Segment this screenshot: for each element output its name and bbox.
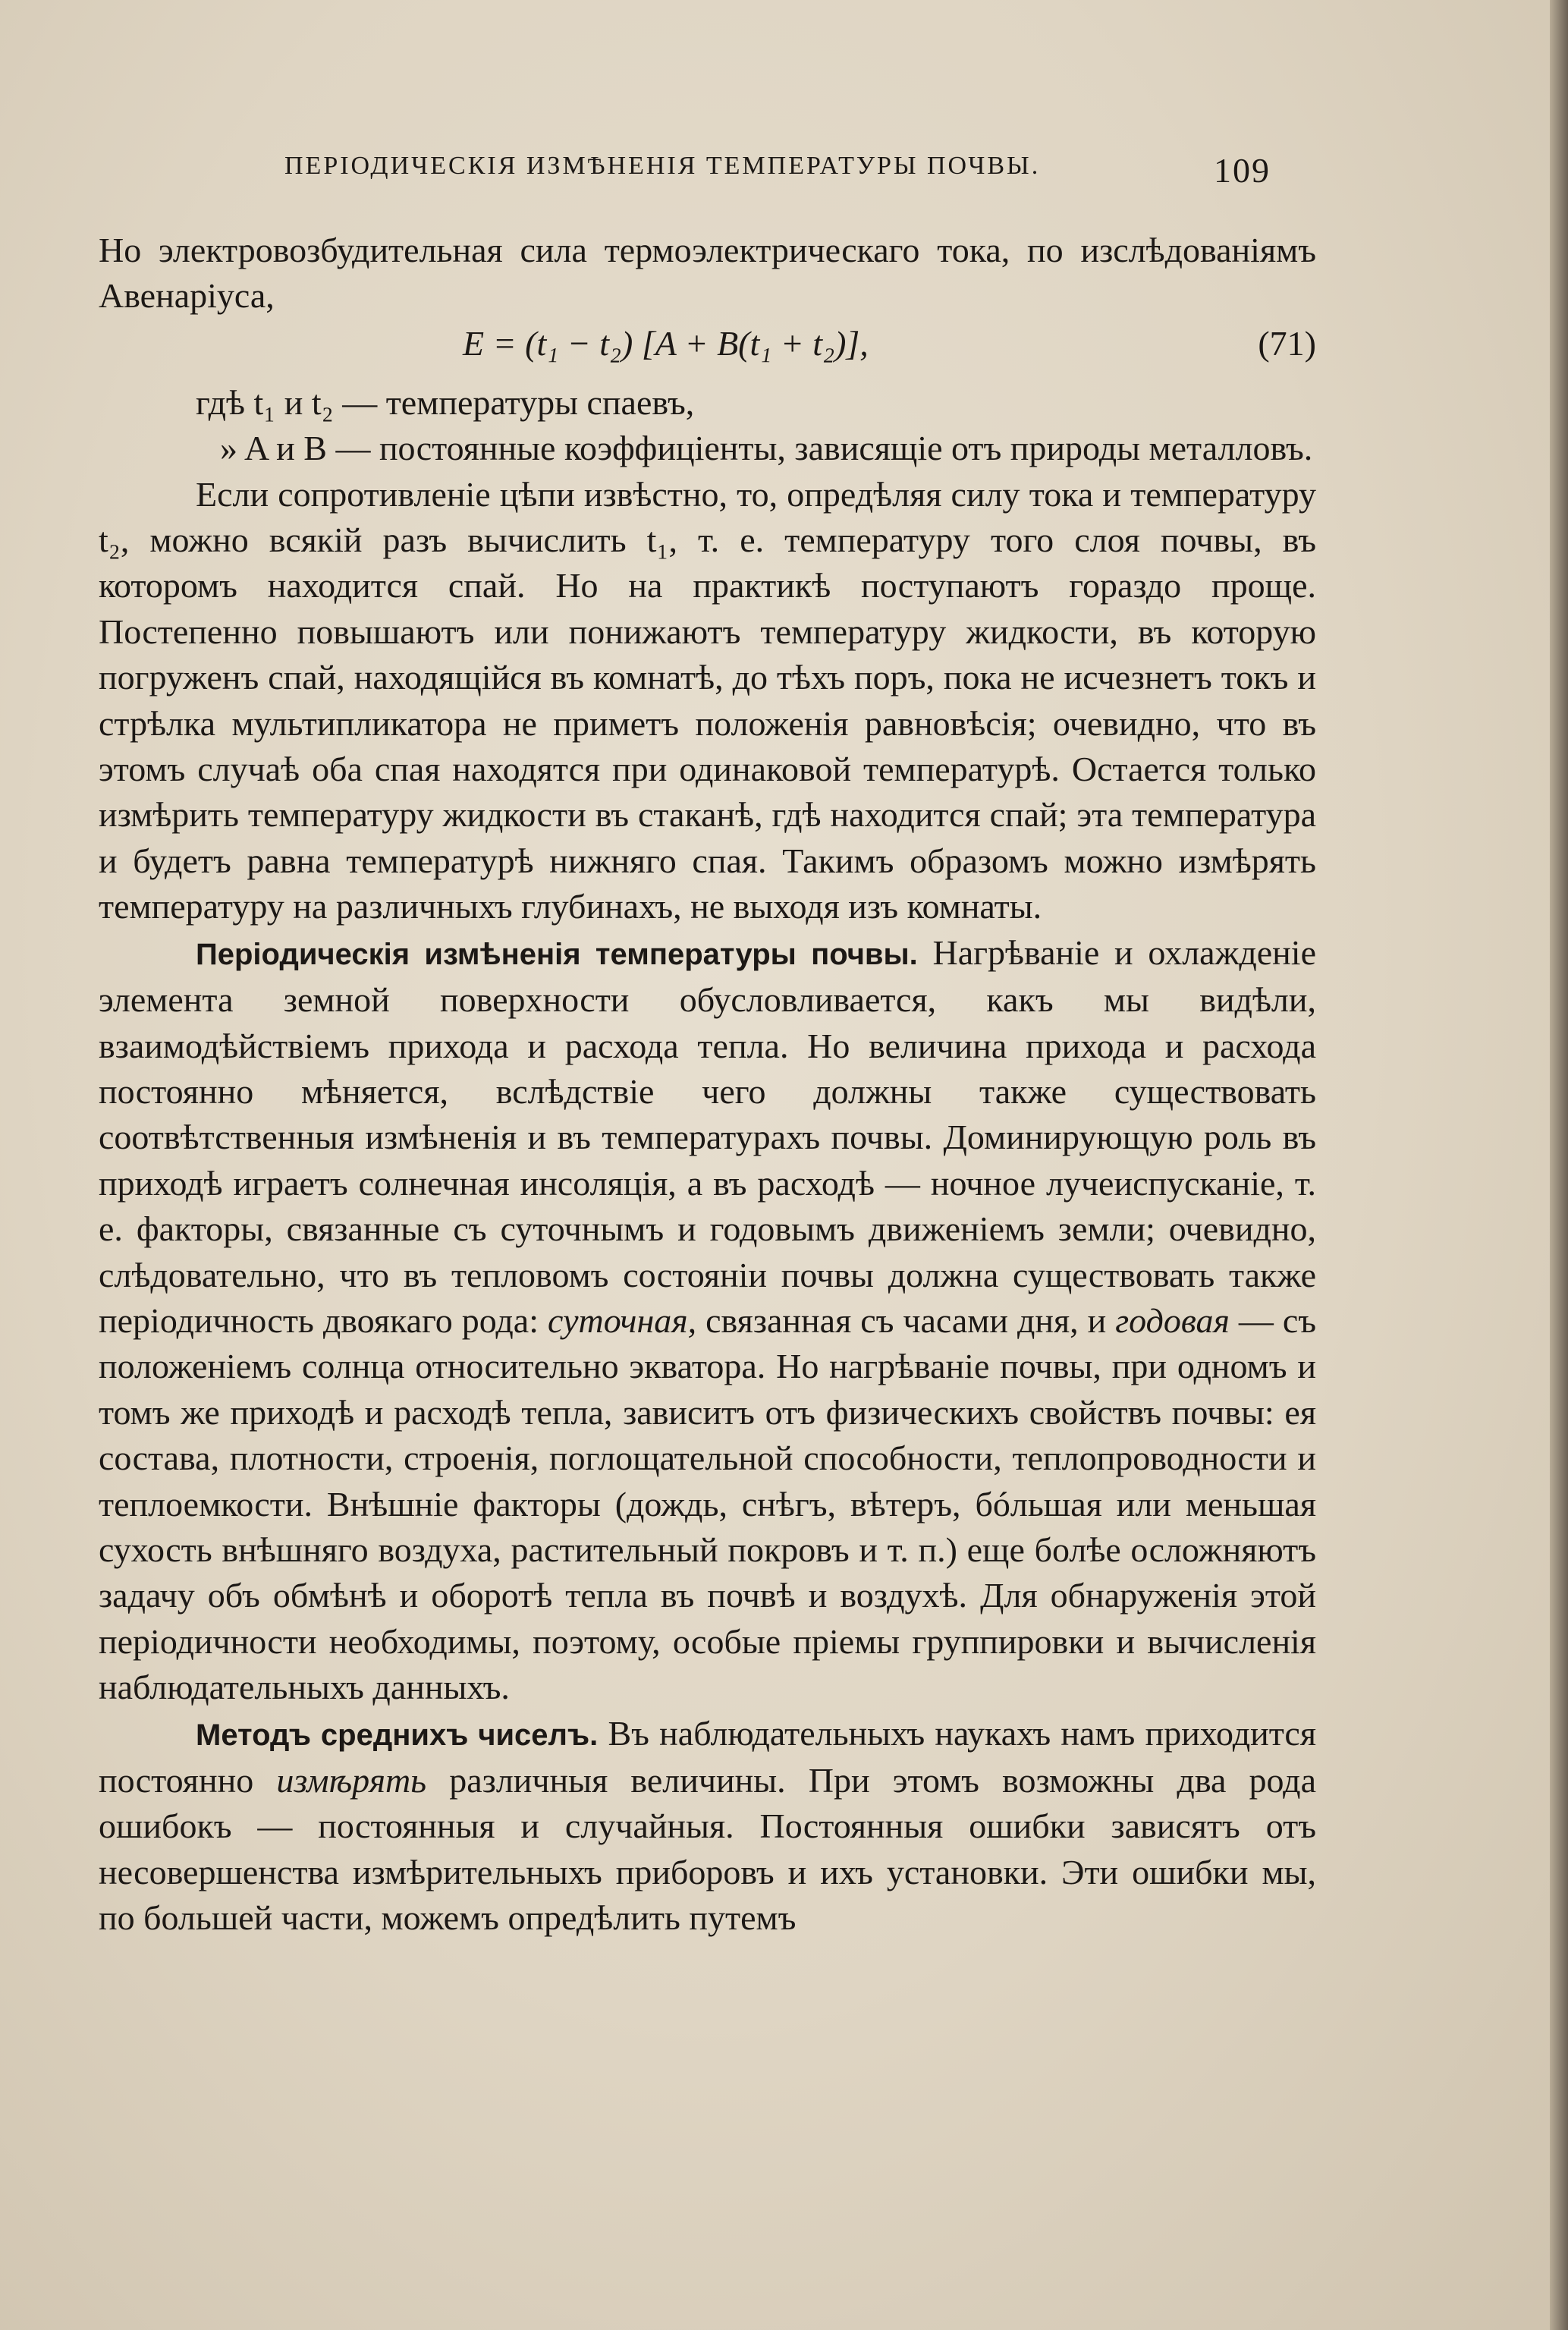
italic-annual: годовая: [1115, 1300, 1230, 1340]
page-number: 109: [1214, 151, 1271, 190]
page-edge: [1550, 0, 1568, 2330]
section-2-text-b: различныя величины. При этомъ возможны два рода ошибокъ — постоянныя и случайныя. Постоянныя ошибки зависятъ отъ несовершенства измѣрительныхъ приборовъ и ихъ установки. Эти ошибки мы, по большей части, можемъ опредѣлить путемъ: [99, 1761, 1316, 1938]
body-text: [99, 228, 1316, 1942]
section-heading-periodic: Періодическія измѣненія температуры почвы.: [196, 937, 918, 971]
section-1-text-b: связанная съ часами дня, и: [705, 1300, 1107, 1340]
paragraph-1: Если сопротивленіе цѣпи извѣстно, то, опредѣляя силу тока и температуру t₂, можно всякій разъ вычислить t₁, т. е. температуру того слоя почвы, въ которомъ находится спай. Но на практикѣ поступаютъ гораздо проще. Постепенно повышаютъ или понижаютъ температуру жидкости, въ которую погруженъ спай, находящійся въ комнатѣ, до тѣхъ поръ, пока не исчезнетъ токъ и стрѣлка мультипликатора не приметъ положенія равновѣсія; очевидно, что въ этомъ случаѣ оба спая находятся при одинаковой температурѣ. Остается только измѣрить температуру жидкости въ стаканѣ, гдѣ находится спай; эта температура и будетъ равна температурѣ нижняго спая. Такимъ образомъ можно измѣрять температуру на различныхъ глубинахъ, не выходя изъ комнаты.: [99, 474, 1316, 926]
intro-paragraph: Но электровозбудительная сила термоэлектрическаго тока, по изслѣдованіямъ Авенаріуса,: [99, 231, 1316, 316]
section-heading-mean: Методъ среднихъ чиселъ.: [196, 1718, 599, 1752]
section-mean-values: [99, 1711, 1316, 1942]
section-1-text-a: Нагрѣваніе и охлажденіе элемента земной поверхности обусловливается, какъ мы видѣли, взаимодѣйствіемъ прихода и расхода тепла. Но величина прихода и расхода постоянно мѣняется, вслѣдствіе чего должны также существовать соотвѣтственныя измѣненія и въ температурахъ почвы. Доминирующую роль въ приходѣ играетъ солнечная инсоляція, а въ расходѣ — ночное лучеиспусканіе, т. е. факторы, связанные съ суточнымъ и годовымъ движеніемъ земли; очевидно, слѣдовательно, что въ тепловомъ состояніи почвы должна существовать также періодичность двоякаго рода:: [99, 932, 1316, 1340]
section-periodic-changes: [99, 930, 1316, 1711]
where-line-1: гдѣ t₁ и t₂ — температуры спаевъ,: [196, 382, 695, 422]
equation-number: (71): [1258, 323, 1316, 363]
italic-daily: суточная,: [547, 1300, 697, 1340]
section-2-text-a: Въ наблюдательныхъ наукахъ намъ приходится постоянно: [99, 1713, 1316, 1800]
formula-71: E = (t₁ − t₂) [A + B(t₁ + t₂)],: [463, 323, 869, 363]
section-1-text-c: — съ положеніемъ солнца относительно экватора. Но нагрѣваніе почвы, при одномъ и томъ же приходѣ и расходѣ тепла, зависитъ отъ физическихъ свойствъ почвы: ея состава, плотности, строенія, поглощательной способности, теплопроводности и теплоемкости. Внѣшніе факторы (дождь, снѣгъ, вѣтеръ, бóльшая или меньшая сухость внѣшняго воздуха, растительный покровъ и т. п.) еще болѣе осложняютъ задачу объ обмѣнѣ и оборотѣ тепла въ почвѣ и воздухѣ. Для обнаруженія этой періодичности необходимы, поэтому, особые пріемы группировки и вычисленія наблюдательныхъ данныхъ.: [99, 1300, 1317, 1707]
running-head: ПЕРІОДИЧЕСКІЯ ИЗМѢНЕНІЯ ТЕМПЕРАТУРЫ ПОЧВЫ.: [284, 152, 1041, 180]
formula-line: [99, 321, 1316, 366]
where-line-2: » A и B — постоянные коэффиціенты, зависящіе отъ природы металловъ.: [220, 429, 1313, 468]
italic-measure: измѣрять: [276, 1761, 427, 1800]
